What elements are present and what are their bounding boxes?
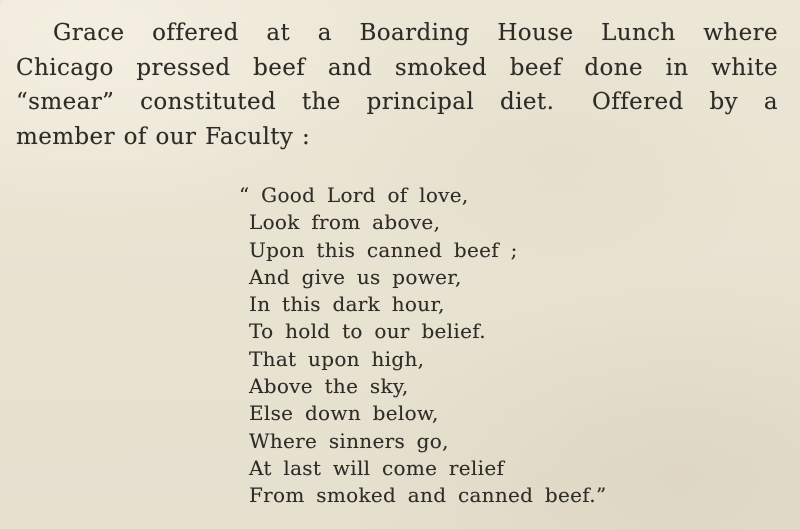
- grace-poem: [239, 182, 607, 510]
- poem-line: Above the sky,: [249, 374, 409, 399]
- intro-paragraph: [16, 16, 778, 154]
- poem-line: To hold to our belief.: [249, 319, 486, 344]
- poem-line: Else down below,: [249, 401, 439, 426]
- poem-line: In this dark hour,: [249, 292, 445, 317]
- poem-line: Upon this canned beef ;: [249, 237, 518, 262]
- intro-line: member of our Faculty :: [16, 123, 311, 150]
- poem-line: Look from above,: [249, 210, 441, 235]
- poem-line: Where sinners go,: [249, 428, 449, 453]
- poem-line: And give us power,: [249, 264, 462, 289]
- poem-line: “ Good Lord of love,: [239, 183, 469, 207]
- poem-line: That upon high,: [249, 346, 425, 371]
- intro-line: Chicago pressed beef and smoked beef done in white: [16, 54, 778, 81]
- poem-line: From smoked and canned beef.”: [249, 483, 607, 508]
- intro-line: “smear” constituted the principal diet. Offered by a: [16, 89, 778, 115]
- intro-line: Grace offered at a Boarding House Lunch where: [53, 20, 778, 46]
- poem-line: At last will come relief: [249, 455, 505, 480]
